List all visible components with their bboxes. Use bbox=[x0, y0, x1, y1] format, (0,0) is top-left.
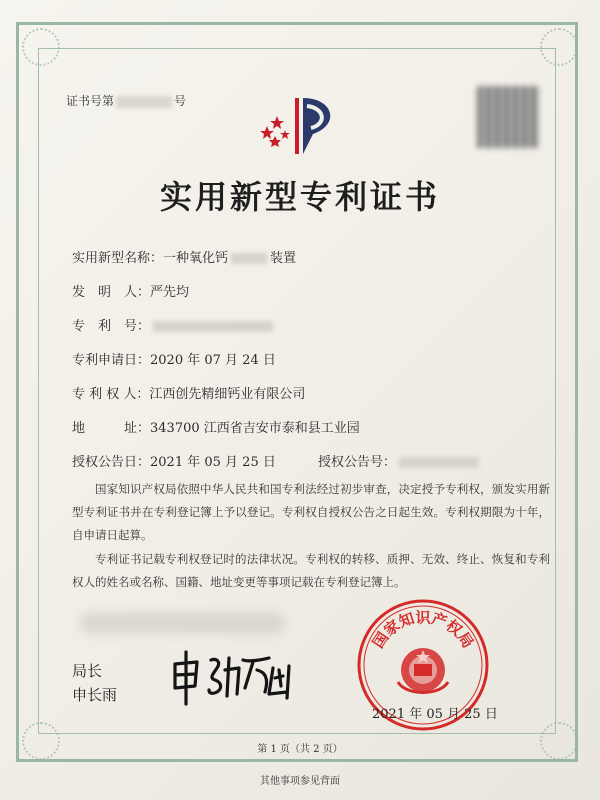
field-label: 专 利 号： bbox=[72, 319, 151, 334]
seal-date: 2021 年 05 月 25 日 bbox=[372, 707, 498, 722]
footer-note: 其他事项参见背面 bbox=[260, 776, 340, 787]
field-address bbox=[72, 417, 360, 436]
field-grant-announcement-number bbox=[318, 451, 482, 470]
field-label: 实用新型名称： bbox=[72, 251, 164, 266]
qr-code bbox=[477, 86, 539, 148]
field-value: 2020 年 07 月 24 日 bbox=[150, 353, 276, 368]
director-signature bbox=[165, 648, 305, 708]
field-filing-date bbox=[72, 349, 276, 368]
seal-text: 国家知识产权局 bbox=[368, 608, 478, 652]
body-paragraph: 国家知识产权局依照中华人民共和国专利法经过初步审查，决定授予专利权，颁发实用新型专利证书并在专利登记簿上予以登记。专利权自授权公告之日起生效。专利权期限为十年，自申请日起算。 bbox=[72, 482, 550, 542]
field-label: 授权公告号： bbox=[318, 455, 397, 470]
certificate-number bbox=[66, 92, 186, 109]
field-patentee bbox=[72, 383, 305, 402]
body-paragraph: 专利证书记载专利权登记时的法律状况。专利权的转移、质押、无效、终止、恢复和专利权人的姓名或名称、国籍、地址变更等事项记载在专利登记簿上。 bbox=[72, 552, 550, 589]
smudge bbox=[80, 612, 285, 634]
patent-office-logo-icon bbox=[255, 90, 345, 160]
certificate-title: 实用新型专利证书 bbox=[159, 178, 440, 216]
field-value-suffix: 装置 bbox=[270, 251, 297, 266]
field-value: 343700 江西省吉安市泰和县工业园 bbox=[150, 421, 360, 436]
redacted-value bbox=[231, 253, 267, 264]
certificate-number-suffix: 号 bbox=[174, 94, 187, 108]
field-inventor bbox=[72, 281, 189, 300]
page-indicator: 第 1 页（共 2 页） bbox=[257, 744, 343, 755]
field-label: 发 明 人： bbox=[72, 285, 151, 300]
field-value: 严先均 bbox=[150, 285, 190, 300]
field-value: 江西创先精细钙业有限公司 bbox=[149, 387, 306, 402]
certificate-number-prefix: 证书号第 bbox=[66, 94, 115, 108]
corner-ornament bbox=[540, 28, 578, 66]
field-value-prefix: 一种氧化钙 bbox=[163, 251, 229, 266]
director-title: 局长 bbox=[72, 662, 103, 680]
redacted-value bbox=[153, 321, 273, 332]
field-label: 专利申请日： bbox=[72, 353, 151, 368]
field-label: 地 址： bbox=[72, 421, 151, 436]
director-name: 申长雨 bbox=[72, 686, 118, 704]
redacted-value bbox=[399, 457, 479, 468]
redacted-value bbox=[116, 96, 172, 108]
corner-ornament bbox=[22, 28, 60, 66]
field-label: 授权公告日： bbox=[72, 455, 151, 470]
field-value: 2021 年 05 月 25 日 bbox=[150, 455, 276, 470]
field-label: 专 利 权 人： bbox=[72, 387, 150, 402]
field-patent-number bbox=[72, 315, 276, 334]
field-grant-announcement-date bbox=[72, 451, 276, 470]
field-utility-model-name bbox=[72, 247, 296, 266]
